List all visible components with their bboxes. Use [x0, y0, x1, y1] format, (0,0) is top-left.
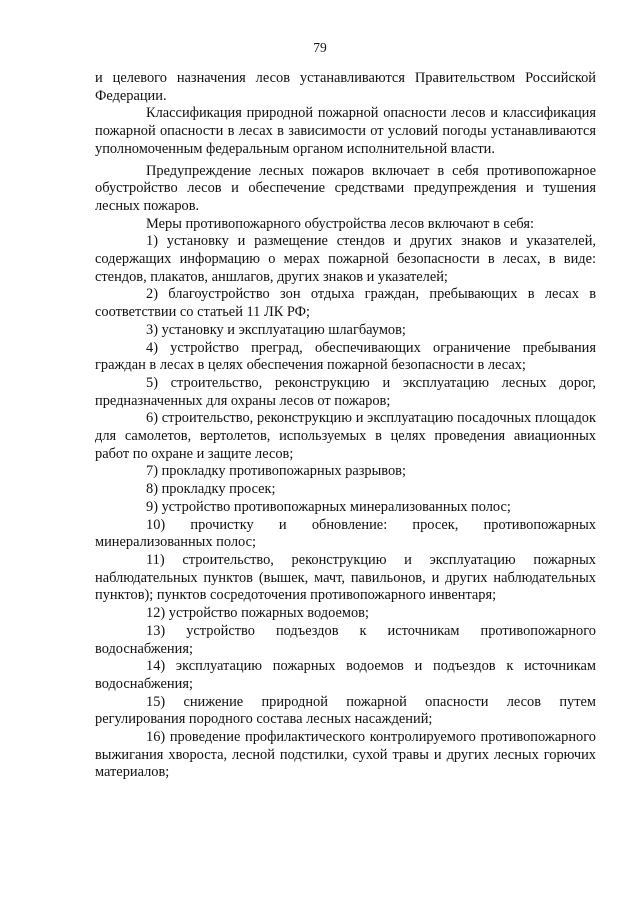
list-item-3: 3) установку и эксплуатацию шлагбаумов;	[146, 321, 406, 338]
list-item-13: 13) устройство подъездов к источникам противопожарного водоснабжения;	[95, 622, 596, 657]
list-item-12: 12) устройство пожарных водоемов;	[146, 605, 369, 622]
paragraph-prevention: Предупреждение лесных пожаров включает в себя противопожарное обустройство лесов и обеспечение средствами предупреждения и тушения лесных пожаров.	[95, 162, 596, 214]
list-item-10: 10) прочистку и обновление: просек, противопожарных минерализованных полос;	[95, 516, 596, 551]
paragraph-classification: Классификация природной пожарной опасности лесов и классификация пожарной опасности в лесах в зависимости от условий погоды устанавливаются уполномоченным федеральным органом исполнительной власти.	[95, 105, 596, 157]
list-item-2: 2) благоустройство зон отдыха граждан, пребывающих в лесах в соответствии со статьей 11 ЛК РФ;	[95, 286, 596, 321]
list-item-7: 7) прокладку противопожарных разрывов;	[146, 463, 406, 480]
list-item-6: 6) строительство, реконструкцию и эксплуатацию посадочных площадок для самолетов, вертолетов, используемых в целях проведения авиационных работ по охране и защите лесов;	[95, 410, 596, 462]
page-number: 79	[313, 40, 327, 55]
list-item-14: 14) эксплуатацию пожарных водоемов и подъездов к источникам водоснабжения;	[95, 658, 596, 692]
paragraph-measures-intro: Меры противопожарного обустройства лесов включают в себя:	[146, 215, 534, 232]
list-item-4: 4) устройство преград, обеспечивающих ограничение пребывания граждан в лесах в целях обеспечения пожарной безопасности в лесах;	[95, 339, 596, 374]
list-item-5: 5) строительство, реконструкцию и эксплуатацию лесных дорог, предназначенных для охраны лесов от пожаров;	[95, 374, 596, 409]
document-body	[95, 70, 596, 782]
list-item-16: 16) проведение профилактического контролируемого противопожарного выжигания хвороста, лесной подстилки, сухой травы и других лесных горючих материалов;	[95, 729, 596, 781]
list-item-1: 1) установку и размещение стендов и других знаков и указателей, содержащих информацию о мерах пожарной безопасности в лесах, в виде: стендов, плакатов, аншлагов, других знаков и указателей;	[95, 233, 596, 285]
list-item-11: 11) строительство, реконструкцию и эксплуатацию пожарных наблюдательных пунктов (вышек, мачт, павильонов, и других наблюдательных пунктов); пунктов сосредоточения противопожарного инвентаря;	[95, 551, 596, 604]
list-item-9: 9) устройство противопожарных минерализованных полос;	[146, 498, 511, 515]
list-item-15: 15) снижение природной пожарной опасности лесов путем регулирования породного состава лесных насаждений;	[95, 693, 596, 728]
paragraph-continuation: и целевого назначения лесов устанавливаются Правительством Российской Федерации.	[95, 70, 596, 104]
list-item-8: 8) прокладку просек;	[146, 481, 276, 498]
